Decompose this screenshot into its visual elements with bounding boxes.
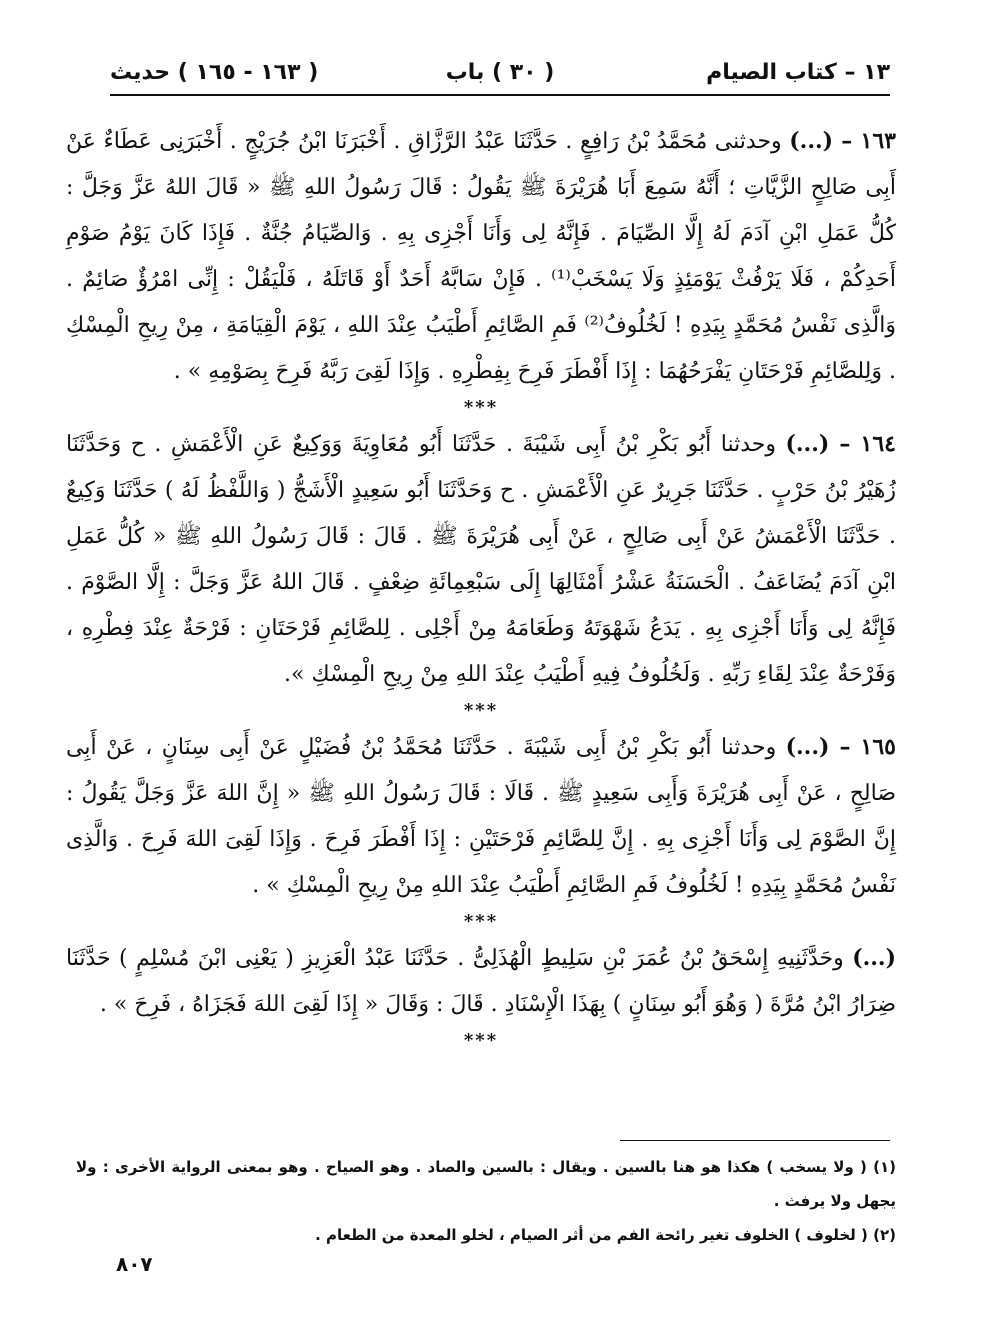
section-separator: *** bbox=[463, 911, 499, 932]
section-separator: *** bbox=[463, 700, 499, 721]
header-rule bbox=[110, 94, 890, 96]
footnote-1: (١) ( ولا يسخب ) هكذا هو هنا بالسين . ويقال : بالسين والصاد . وهو الصياح . وهو بمعنى الرواية الأخرى : ولا يجهل ولا يرفث . bbox=[76, 1158, 896, 1210]
hadith-163 bbox=[66, 118, 896, 395]
hadith-number: ١٦٥ – (...) bbox=[785, 734, 896, 760]
hadith-text: وحدثنا أَبُو بَكْرِ بْنُ أَبِى شَيْبَةَ . حَدَّثَنَا مُحَمَّدُ بْنُ فُضَيْلٍ عَنْ أَبِى سِنَانٍ ، عَنْ أَبِى صَالِحٍ ، عَنْ أَبِى هُرَيْرَةَ وَأَبِى سَعِيدٍ ﷺ . قَالَا : قَالَ رَسُولُ اللهِ ﷺ « إِنَّ اللهَ عَزَّ وَجَلَّ يَقُولُ : إِنَّ الصَّوْمَ لِى وَأَنَا أَجْزِى بِهِ . إِنَّ لِلصَّائِمِ فَرْحَتَيْنِ : إِذَا أَفْطَرَ فَرِحَ . وَإِذَا لَقِىَ اللهَ فَرِحَ . وَالَّذِى نَفْسُ مُحَمَّدٍ بِيَدِهِ ! لَخُلُوفُ فَمِ الصَّائِمِ أَطْيَبُ عِنْدَ اللهِ مِنْ رِيحِ الْمِسْكِ » . bbox=[66, 735, 896, 898]
hadith-text: وحَدَّثَنِيهِ إِسْحَقُ بْنُ عُمَرَ بْنِ سَلِيطٍ الْهُذَلِىُّ . حَدَّثَنَا عَبْدُ الْعَزِيزِ ( يَعْنِى ابْنَ مُسْلِمٍ ) حَدَّثَنَا ضِرَارُ ابْنُ مُرَّةَ ( وَهُوَ أَبُو سِنَانٍ ) بِهَذَا الْإِسْنَادِ . قَالَ : وَقَالَ « إِذَا لَقِىَ اللهَ فَجَزَاهُ ، فَرِحَ » . bbox=[66, 946, 896, 1017]
hadith-165 bbox=[66, 724, 896, 909]
hadith-164 bbox=[66, 421, 896, 698]
running-header bbox=[110, 52, 890, 96]
main-text bbox=[66, 118, 896, 1054]
footnotes bbox=[76, 1150, 896, 1252]
section-separator: *** bbox=[463, 397, 499, 418]
hadith-number: (...) bbox=[852, 945, 896, 971]
footnote-rule bbox=[620, 1140, 890, 1141]
hadith-165-variant bbox=[66, 935, 896, 1028]
page-number: ٨٠٧ bbox=[116, 1252, 153, 1276]
hadith-text: وحدثنى مُحَمَّدُ بْنُ رَافِعٍ . حَدَّثَنَا عَبْدُ الرَّزَّاقِ . أَخْبَرَنَا ابْنُ جُرَيْجٍ . أَخْبَرَنِى عَطَاءٌ عَنْ أَبِى صَالِحٍ الزَّيَّاتِ ؛ أَنَّهُ سَمِعَ أَبَا هُرَيْرَةَ ﷺ يَقُولُ : قَالَ رَسُولُ اللهِ ﷺ « قَالَ اللهُ عَزَّ وَجَلَّ : كُلُّ عَمَلِ ابْنِ آدَمَ لَهُ إِلَّا الصِّيَامَ . فَإِنَّهُ لِى وَأَنَا أَجْزِى بِهِ . وَالصِّيَامُ جُنَّةٌ . فَإِذَا كَانَ يَوْمُ صَوْمِ أَحَدِكُمْ ، فَلَا يَرْفُثْ يَوْمَئِذٍ وَلَا يَسْخَبْ⁽¹⁾ . فَإِنْ سَابَّهُ أَحَدٌ أَوْ قَاتَلَهُ ، فَلْيَقُلْ : إِنِّى امْرُؤٌ صَائِمٌ . وَالَّذِى نَفْسُ مُحَمَّدٍ بِيَدِهِ ! لَخُلُوفُ⁽²⁾ فَمِ الصَّائِمِ أَطْيَبُ عِنْدَ اللهِ ، يَوْمَ الْقِيَامَةِ ، مِنْ رِيحِ الْمِسْكِ . وَلِلصَّائِمِ فَرْحَتَانِ يَفْرَحُهُمَا : إِذَا أَفْطَرَ فَرِحَ بِفِطْرِهِ . وَإِذَا لَقِىَ رَبَّهُ فَرِحَ بِصَوْمِهِ » . bbox=[66, 129, 896, 384]
hadith-text: وحدثنا أَبُو بَكْرِ بْنُ أَبِى شَيْبَةَ . حَدَّثَنَا أَبُو مُعَاوِيَةَ وَوَكِيعٌ عَنِ الْأَعْمَشِ . ح وَحَدَّثَنَا زُهَيْرُ بْنُ حَرْبٍ . حَدَّثَنَا جَرِيرٌ عَنِ الْأَعْمَشِ . ح وَحَدَّثَنَا أَبُو سَعِيدٍ الْأَشَجُّ ( وَاللَّفْظُ لَهُ ) حَدَّثَنَا وَكِيعٌ . حَدَّثَنَا الْأَعْمَشُ عَنْ أَبِى صَالِحٍ ، عَنْ أَبِى هُرَيْرَةَ ﷺ . قَالَ : قَالَ رَسُولُ اللهِ ﷺ « كُلُّ عَمَلِ ابْنِ آدَمَ يُضَاعَفُ . الْحَسَنَةُ عَشْرُ أَمْثَالِهَا إِلَى سَبْعِمِائَةِ ضِعْفٍ . قَالَ اللهُ عَزَّ وَجَلَّ : إِلَّا الصَّوْمَ . فَإِنَّهُ لِى وَأَنَا أَجْزِى بِهِ . يَدَعُ شَهْوَتَهُ وَطَعَامَهُ مِنْ أَجْلِى . لِلصَّائِمِ فَرْحَتَانِ : فَرْحَةٌ عِنْدَ فِطْرِهِ ، وَفَرْحَةٌ عِنْدَ لِقَاءِ رَبِّهِ . وَلَخُلُوفُ فِيهِ أَطْيَبُ عِنْدَ اللهِ مِنْ رِيحِ الْمِسْكِ ». bbox=[66, 432, 896, 687]
hadith-number: ١٦٤ – (...) bbox=[785, 431, 896, 457]
hadith-number: ١٦٣ – (...) bbox=[789, 128, 896, 154]
hadith-range: ( ١٦٣ - ١٦٥ ) حديث bbox=[110, 60, 319, 85]
section-title: ( ٣٠ ) باب bbox=[445, 60, 555, 85]
section-separator: *** bbox=[463, 1030, 499, 1051]
chapter-title: ١٣ – كتاب الصيام bbox=[706, 60, 890, 85]
footnote-2: (٢) ( لخلوف ) الخلوف تغير رائحة الفم من أثر الصيام ، لخلو المعدة من الطعام . bbox=[315, 1226, 896, 1244]
